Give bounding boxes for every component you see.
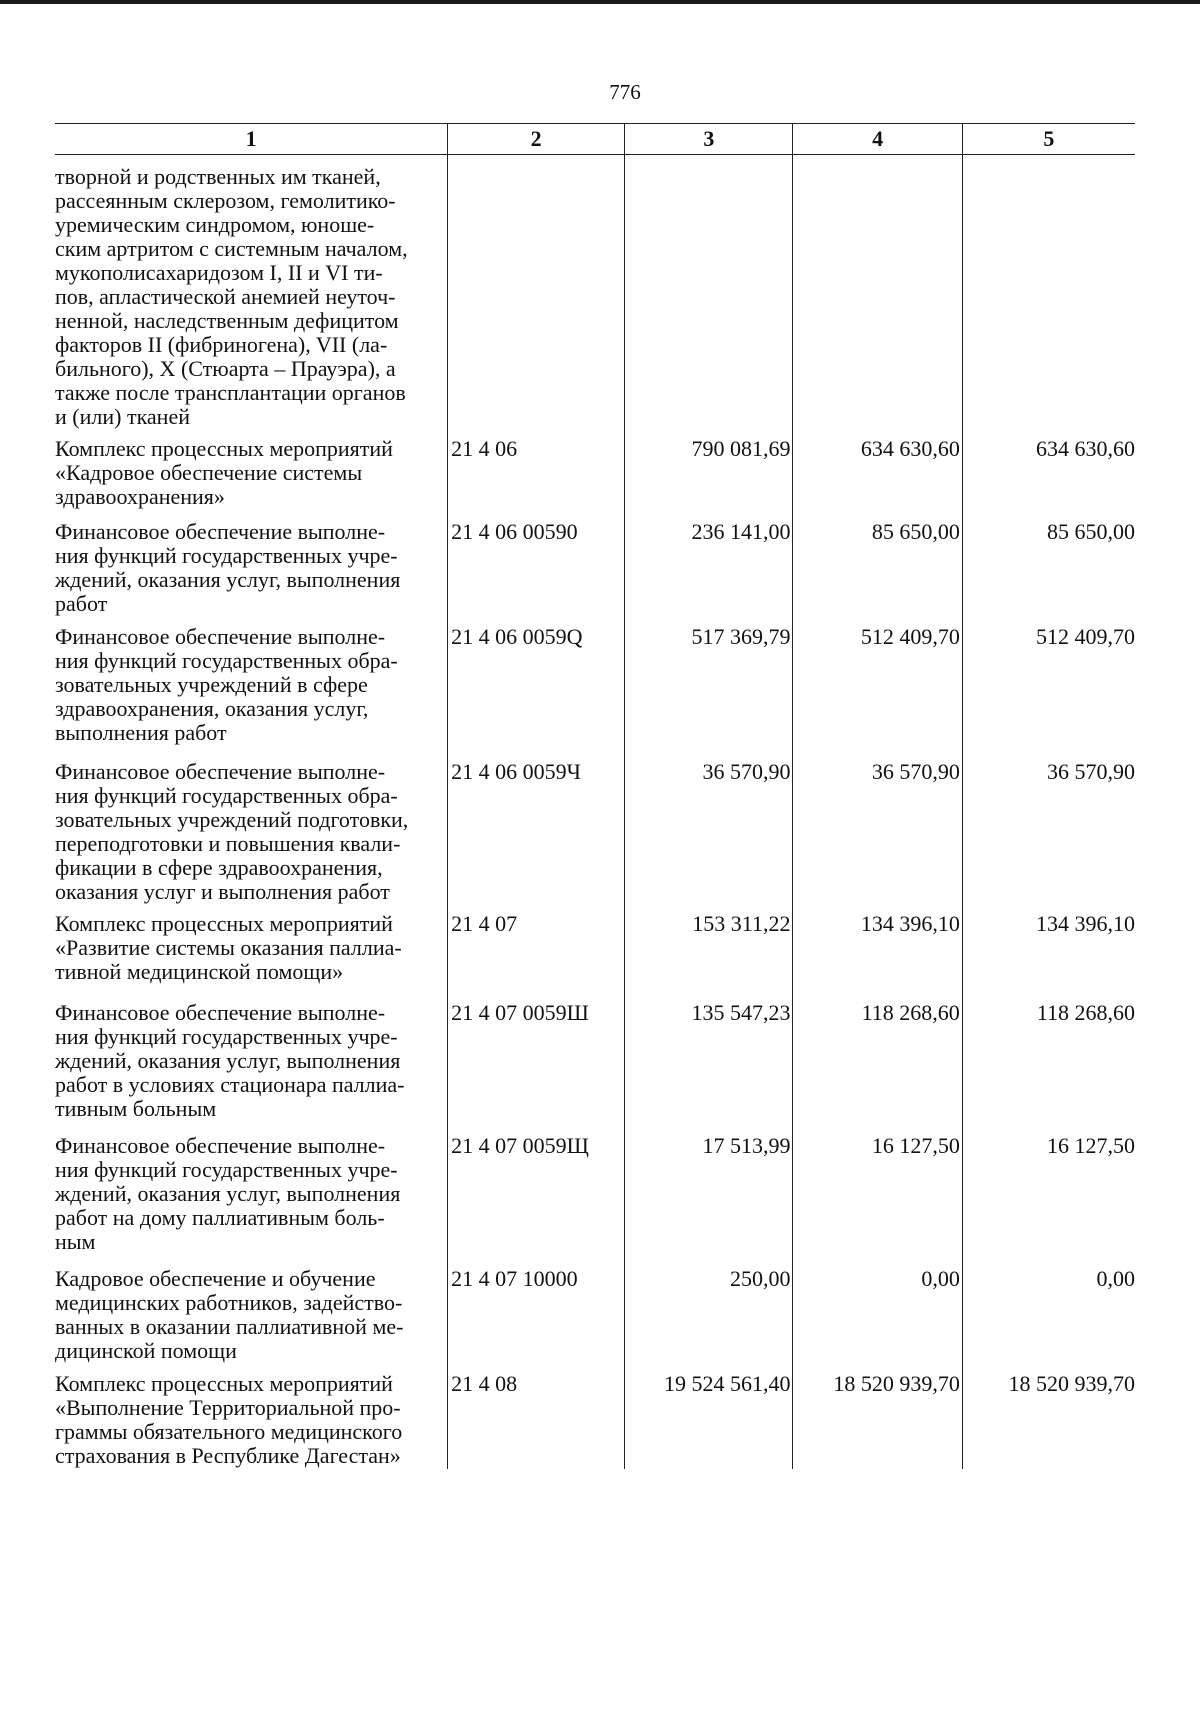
budget-code: 21 4 08 bbox=[448, 1364, 625, 1469]
description-line: рассеянным склерозом, гемолитико- bbox=[55, 188, 396, 213]
row-description bbox=[55, 155, 448, 430]
amount-col-5: 134 396,10 bbox=[962, 904, 1135, 993]
row-description bbox=[55, 1126, 448, 1259]
description-line: ния функций государственных обра- bbox=[55, 648, 398, 673]
description-line: уремическим синдромом, юноше- bbox=[55, 212, 375, 237]
column-header-3: 3 bbox=[625, 124, 793, 155]
description-line: страхования в Республике Дагестан» bbox=[55, 1443, 401, 1468]
amount-col-4: 36 570,90 bbox=[793, 752, 962, 904]
budget-code: 21 4 06 bbox=[448, 429, 625, 512]
description-line: ния функций государственных учре- bbox=[55, 1157, 398, 1182]
row-description bbox=[55, 1364, 448, 1469]
amount-col-5: 0,00 bbox=[962, 1259, 1135, 1364]
description-line: ским артритом с системным началом, bbox=[55, 236, 408, 261]
row-description bbox=[55, 904, 448, 993]
description-line: Финансовое обеспечение выполне- bbox=[55, 519, 386, 544]
description-line: «Кадровое обеспечение системы bbox=[55, 460, 363, 485]
description-line: Комплекс процессных мероприятий bbox=[55, 911, 393, 936]
description-line: здравоохранения, оказания услуг, bbox=[55, 696, 369, 721]
budget-code: 21 4 06 00590 bbox=[448, 512, 625, 617]
table-row bbox=[55, 512, 1135, 617]
description-line: тивным больным bbox=[55, 1096, 217, 1121]
amount-col-3: 17 513,99 bbox=[625, 1126, 793, 1259]
amount-col-4 bbox=[793, 155, 962, 430]
table-row bbox=[55, 752, 1135, 904]
amount-col-4: 512 409,70 bbox=[793, 617, 962, 752]
column-header-4: 4 bbox=[793, 124, 962, 155]
amount-col-4: 85 650,00 bbox=[793, 512, 962, 617]
amount-col-3: 135 547,23 bbox=[625, 993, 793, 1126]
description-line: ным bbox=[55, 1229, 96, 1254]
table-row bbox=[55, 1259, 1135, 1364]
description-line: тивной медицинской помощи» bbox=[55, 959, 344, 984]
description-line: зовательных учреждений в сфере bbox=[55, 672, 368, 697]
description-line: бильного), X (Стюарта – Прауэра), а bbox=[55, 356, 396, 381]
description-line: фикации в сфере здравоохранения, bbox=[55, 855, 383, 880]
header-row bbox=[55, 124, 1135, 155]
description-line: здравоохранения» bbox=[55, 484, 225, 509]
description-line: Финансовое обеспечение выполне- bbox=[55, 1133, 386, 1158]
amount-col-3 bbox=[625, 155, 793, 430]
budget-code: 21 4 07 0059Ш bbox=[448, 993, 625, 1126]
budget-code: 21 4 07 0059Щ bbox=[448, 1126, 625, 1259]
table-row bbox=[55, 1364, 1135, 1469]
column-header-1: 1 bbox=[55, 124, 448, 155]
amount-col-3: 36 570,90 bbox=[625, 752, 793, 904]
description-line: ненной, наследственным дефицитом bbox=[55, 308, 399, 333]
description-line: Кадровое обеспечение и обучение bbox=[55, 1266, 376, 1291]
scan-top-edge bbox=[0, 0, 1200, 4]
table-body bbox=[55, 155, 1135, 1470]
amount-col-4: 18 520 939,70 bbox=[793, 1364, 962, 1469]
description-line: медицинских работников, задейство- bbox=[55, 1290, 403, 1315]
description-line: работ bbox=[55, 591, 108, 616]
row-description bbox=[55, 512, 448, 617]
amount-col-5: 18 520 939,70 bbox=[962, 1364, 1135, 1469]
amount-col-4: 134 396,10 bbox=[793, 904, 962, 993]
amount-col-3: 19 524 561,40 bbox=[625, 1364, 793, 1469]
amount-col-4: 118 268,60 bbox=[793, 993, 962, 1126]
amount-col-5 bbox=[962, 155, 1135, 430]
row-description bbox=[55, 752, 448, 904]
amount-col-4: 0,00 bbox=[793, 1259, 962, 1364]
amount-col-3: 517 369,79 bbox=[625, 617, 793, 752]
budget-code bbox=[448, 155, 625, 430]
row-description bbox=[55, 617, 448, 752]
description-line: дицинской помощи bbox=[55, 1338, 237, 1363]
table-row bbox=[55, 155, 1135, 430]
column-header-2: 2 bbox=[448, 124, 625, 155]
description-line: ждений, оказания услуг, выполнения bbox=[55, 1048, 401, 1073]
amount-col-5: 36 570,90 bbox=[962, 752, 1135, 904]
row-description bbox=[55, 1259, 448, 1364]
amount-col-5: 118 268,60 bbox=[962, 993, 1135, 1126]
description-line: Комплекс процессных мероприятий bbox=[55, 436, 393, 461]
row-description bbox=[55, 993, 448, 1126]
amount-col-5: 16 127,50 bbox=[962, 1126, 1135, 1259]
amount-col-3: 250,00 bbox=[625, 1259, 793, 1364]
amount-col-3: 153 311,22 bbox=[625, 904, 793, 993]
description-line: творной и родственных им тканей, bbox=[55, 164, 381, 189]
amount-col-4: 634 630,60 bbox=[793, 429, 962, 512]
amount-col-5: 85 650,00 bbox=[962, 512, 1135, 617]
description-line: граммы обязательного медицинского bbox=[55, 1419, 403, 1444]
description-line: Финансовое обеспечение выполне- bbox=[55, 624, 386, 649]
description-line: оказания услуг и выполнения работ bbox=[55, 879, 390, 904]
budget-code: 21 4 07 10000 bbox=[448, 1259, 625, 1364]
description-line: мукополисахаридозом I, II и VI ти- bbox=[55, 260, 383, 285]
description-line: ванных в оказании паллиативной ме- bbox=[55, 1314, 404, 1339]
description-line: выполнения работ bbox=[55, 720, 227, 745]
budget-code: 21 4 06 0059Q bbox=[448, 617, 625, 752]
description-line: факторов II (фибриногена), VII (ла- bbox=[55, 332, 388, 357]
description-line: работ на дому паллиативным боль- bbox=[55, 1205, 385, 1230]
page-number: 776 bbox=[609, 80, 641, 104]
description-line: пов, апластической анемией неуточ- bbox=[55, 284, 396, 309]
table-row bbox=[55, 993, 1135, 1126]
description-line: работ в условиях стационара паллиа- bbox=[55, 1072, 405, 1097]
description-line: ния функций государственных учре- bbox=[55, 1024, 398, 1049]
table-row bbox=[55, 904, 1135, 993]
description-line: Комплекс процессных мероприятий bbox=[55, 1371, 393, 1396]
description-line: «Выполнение Территориальной про- bbox=[55, 1395, 401, 1420]
description-line: ждений, оказания услуг, выполнения bbox=[55, 567, 401, 592]
amount-col-3: 790 081,69 bbox=[625, 429, 793, 512]
description-line: ния функций государственных учре- bbox=[55, 543, 398, 568]
description-line: ния функций государственных обра- bbox=[55, 783, 398, 808]
amount-col-5: 512 409,70 bbox=[962, 617, 1135, 752]
budget-code: 21 4 06 0059Ч bbox=[448, 752, 625, 904]
budget-table bbox=[55, 123, 1135, 1469]
row-description bbox=[55, 429, 448, 512]
description-line: и (или) тканей bbox=[55, 404, 190, 429]
description-line: Финансовое обеспечение выполне- bbox=[55, 1000, 386, 1025]
description-line: Финансовое обеспечение выполне- bbox=[55, 759, 386, 784]
description-line: зовательных учреждений подготовки, bbox=[55, 807, 409, 832]
amount-col-4: 16 127,50 bbox=[793, 1126, 962, 1259]
description-line: «Развитие системы оказания паллиа- bbox=[55, 935, 402, 960]
column-header-5: 5 bbox=[962, 124, 1135, 155]
budget-code: 21 4 07 bbox=[448, 904, 625, 993]
table-header bbox=[55, 124, 1135, 155]
description-line: переподготовки и повышения квали- bbox=[55, 831, 401, 856]
description-line: также после трансплантации органов bbox=[55, 380, 406, 405]
table-row bbox=[55, 1126, 1135, 1259]
description-line: ждений, оказания услуг, выполнения bbox=[55, 1181, 401, 1206]
table-row bbox=[55, 617, 1135, 752]
table-row bbox=[55, 429, 1135, 512]
amount-col-5: 634 630,60 bbox=[962, 429, 1135, 512]
amount-col-3: 236 141,00 bbox=[625, 512, 793, 617]
